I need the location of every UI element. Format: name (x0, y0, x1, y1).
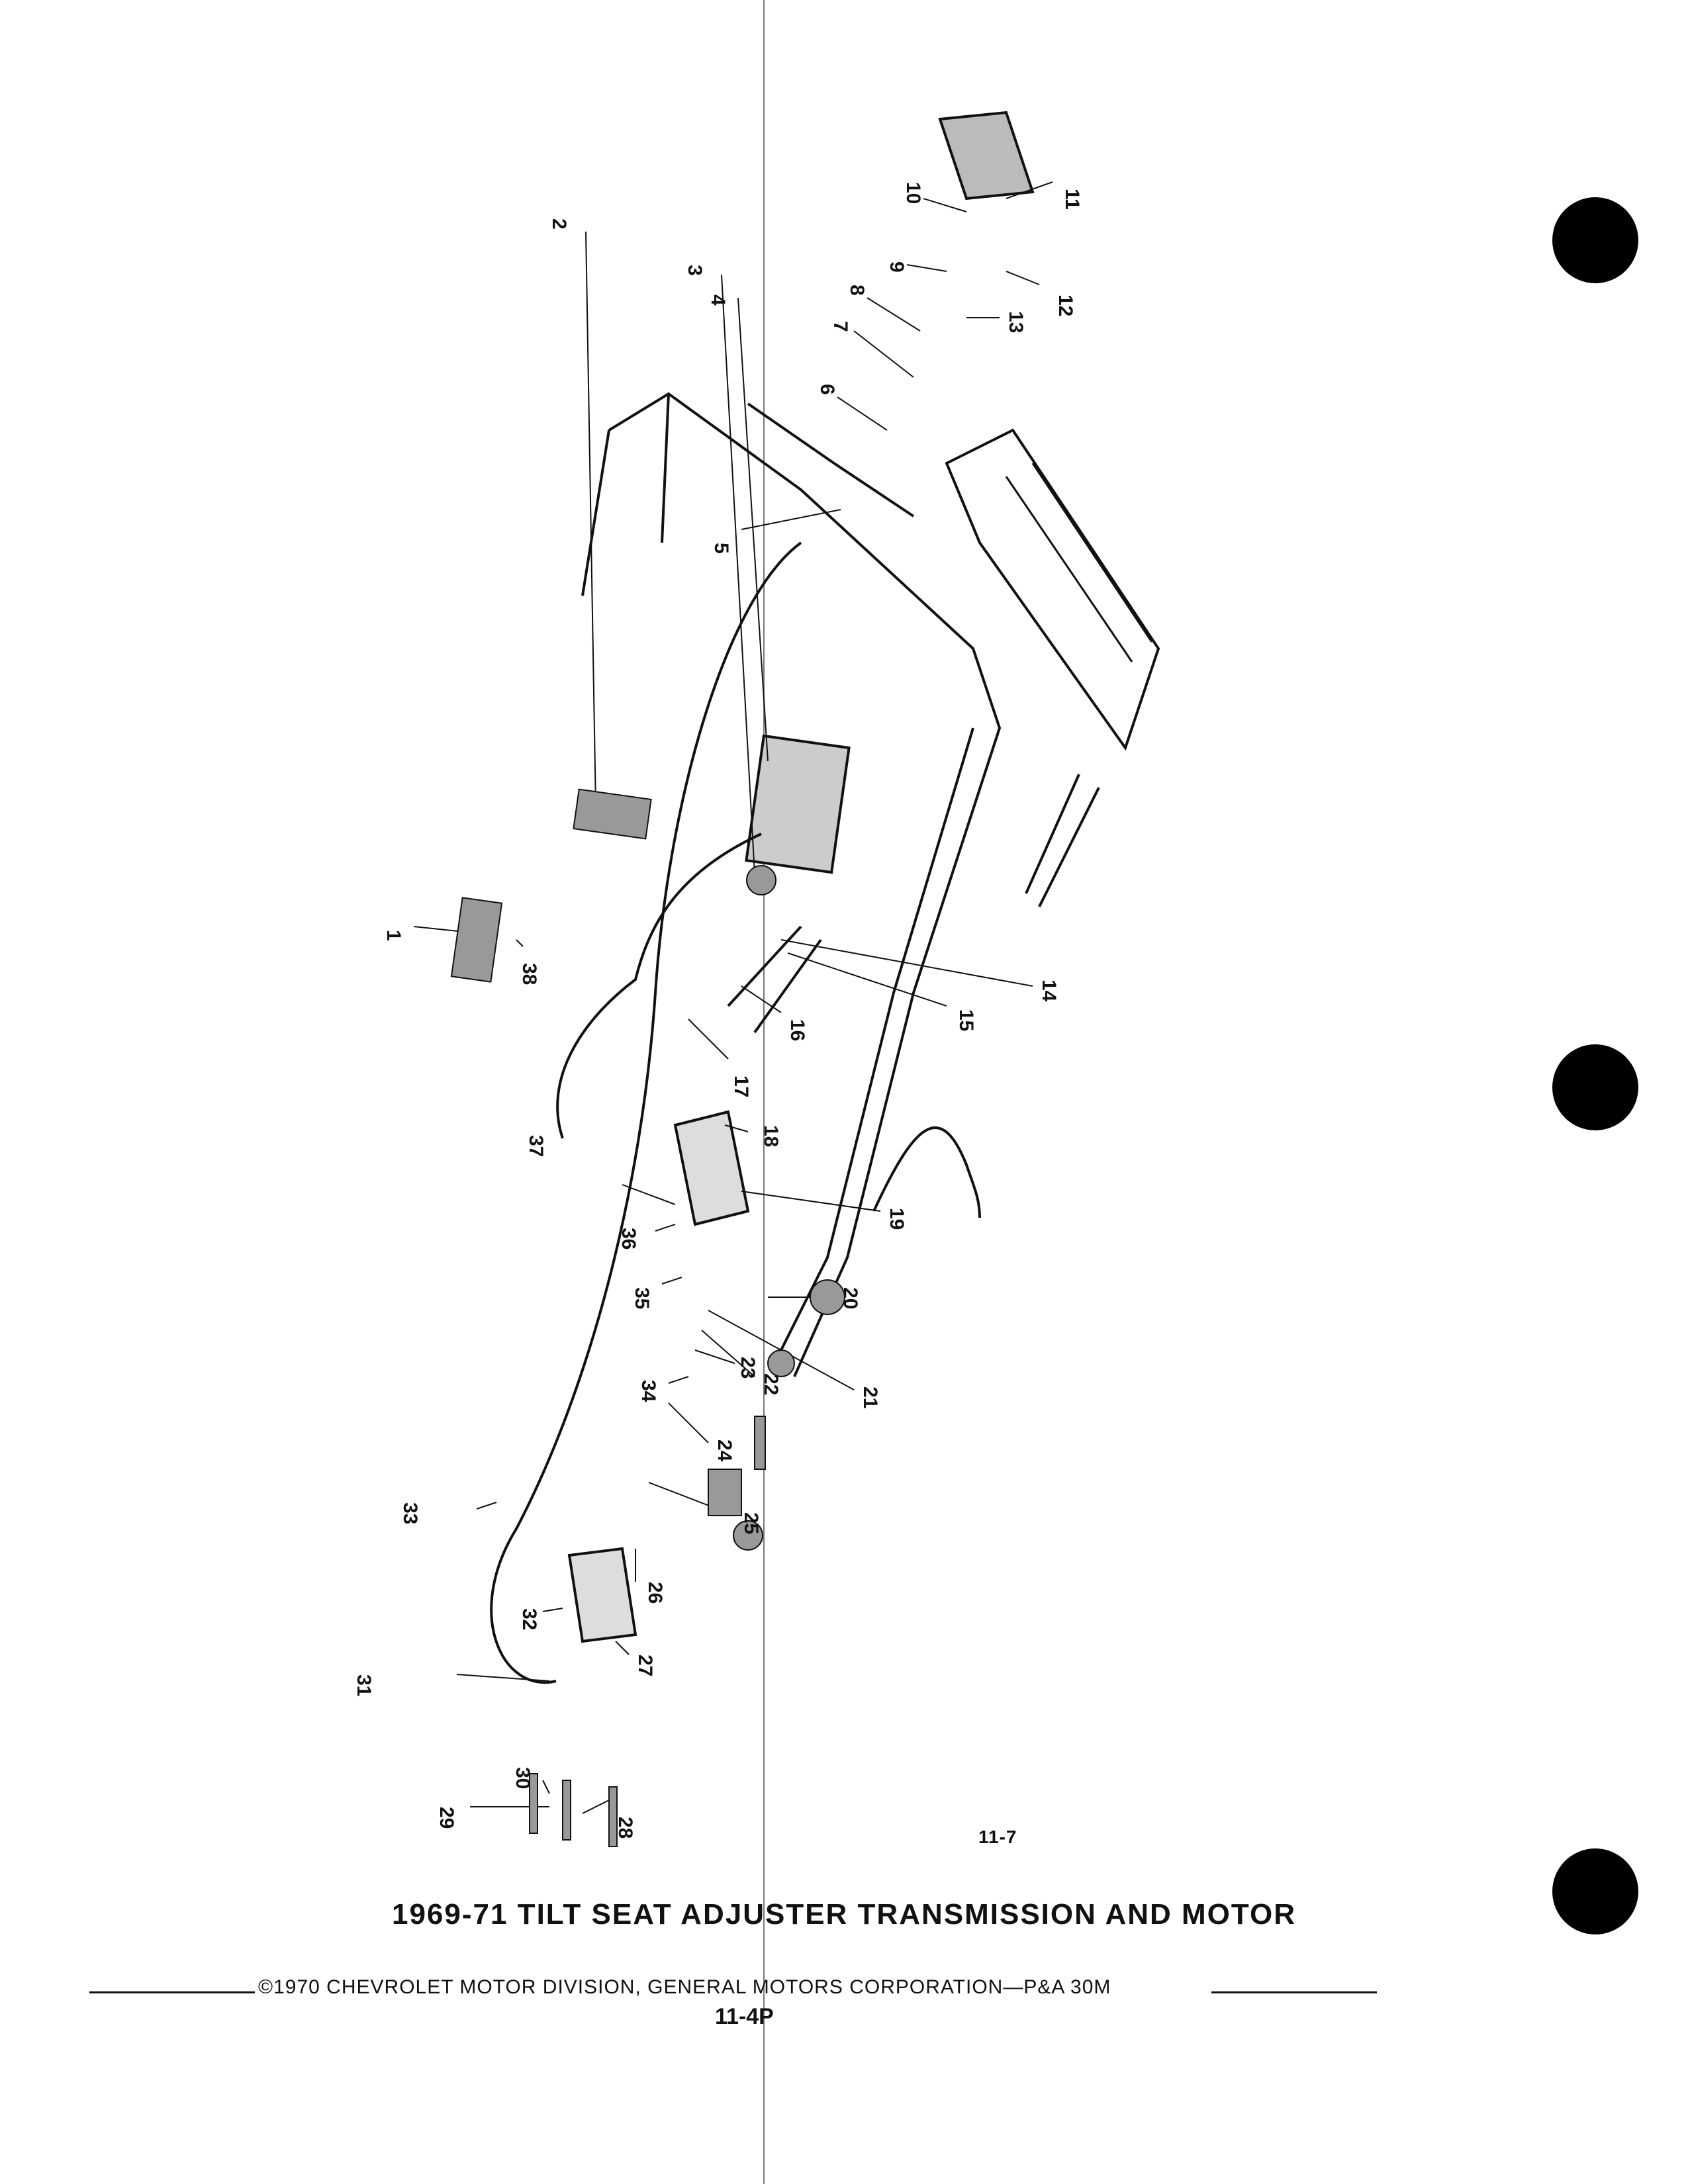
callout-3: 3 (684, 265, 706, 276)
cable-29 (563, 1780, 571, 1840)
callout-29: 29 (436, 1807, 457, 1829)
callout-15: 15 (955, 1009, 977, 1032)
callout-5: 5 (710, 543, 732, 554)
callout-19: 19 (886, 1208, 908, 1230)
bracket-1 (451, 897, 502, 981)
switch-housing (569, 1549, 635, 1641)
copyright-notice: ©1970 CHEVROLET MOTOR DIVISION, GENERAL MOTORS CORPORATION—P&A 30M (258, 1976, 1111, 1998)
callout-22: 22 (760, 1373, 782, 1396)
callout-16: 16 (786, 1019, 808, 1042)
callout-31: 31 (353, 1674, 375, 1697)
callout-28: 28 (614, 1817, 636, 1839)
callout-7: 7 (829, 321, 851, 332)
callout-4: 4 (707, 295, 729, 306)
shaft-24 (755, 1416, 765, 1469)
wiring-harness-2 (874, 1128, 980, 1218)
callout-32: 32 (518, 1608, 540, 1631)
callout-9: 9 (886, 261, 908, 273)
drive-cable (491, 543, 801, 1682)
callout-35: 35 (631, 1287, 653, 1310)
callout-1: 1 (383, 930, 404, 941)
figure-code: 11-7 (978, 1827, 1017, 1847)
grommet-3 (747, 866, 776, 895)
callout-23: 23 (737, 1357, 759, 1379)
callout-33: 33 (399, 1502, 421, 1525)
callout-38: 38 (518, 963, 540, 985)
gear-23 (768, 1350, 794, 1377)
callout-12: 12 (1055, 295, 1076, 317)
control-knob-assembly (940, 113, 1033, 199)
callout-8: 8 (846, 285, 868, 296)
bracket-2 (573, 790, 651, 839)
callout-10: 10 (902, 182, 924, 205)
callout-27: 27 (634, 1655, 656, 1677)
callout-11: 11 (1061, 189, 1083, 210)
footer-rule-right (1211, 1991, 1377, 1993)
seat-track (947, 430, 1158, 748)
callout-36: 36 (618, 1228, 639, 1250)
figure-title: 1969-71 TILT SEAT ADJUSTER TRANSMISSION AND MOTOR (391, 1898, 1296, 1931)
binder-hole-middle (1552, 1044, 1638, 1130)
callout-18: 18 (760, 1125, 782, 1148)
motor-housing (746, 736, 849, 872)
callout-20: 20 (839, 1287, 861, 1310)
callout-24: 24 (714, 1439, 735, 1462)
seat-track-detail (1006, 463, 1152, 662)
callout-21: 21 (859, 1387, 881, 1409)
callout-30: 30 (512, 1767, 534, 1790)
seat-back-frame (583, 394, 914, 596)
callout-34: 34 (637, 1380, 659, 1402)
page-number: 11-4P (715, 2004, 774, 2029)
callout-14: 14 (1038, 979, 1060, 1002)
footer-rule-left (89, 1991, 255, 1993)
callout-26: 26 (644, 1582, 666, 1604)
sleeve-25 (708, 1469, 741, 1516)
binder-hole-top (1552, 197, 1638, 283)
callout-37: 37 (525, 1135, 547, 1158)
callout-2: 2 (548, 218, 570, 230)
callout-6: 6 (816, 384, 838, 395)
callout-17: 17 (730, 1075, 752, 1098)
callout-13: 13 (1005, 311, 1027, 334)
callout-25: 25 (740, 1512, 762, 1535)
